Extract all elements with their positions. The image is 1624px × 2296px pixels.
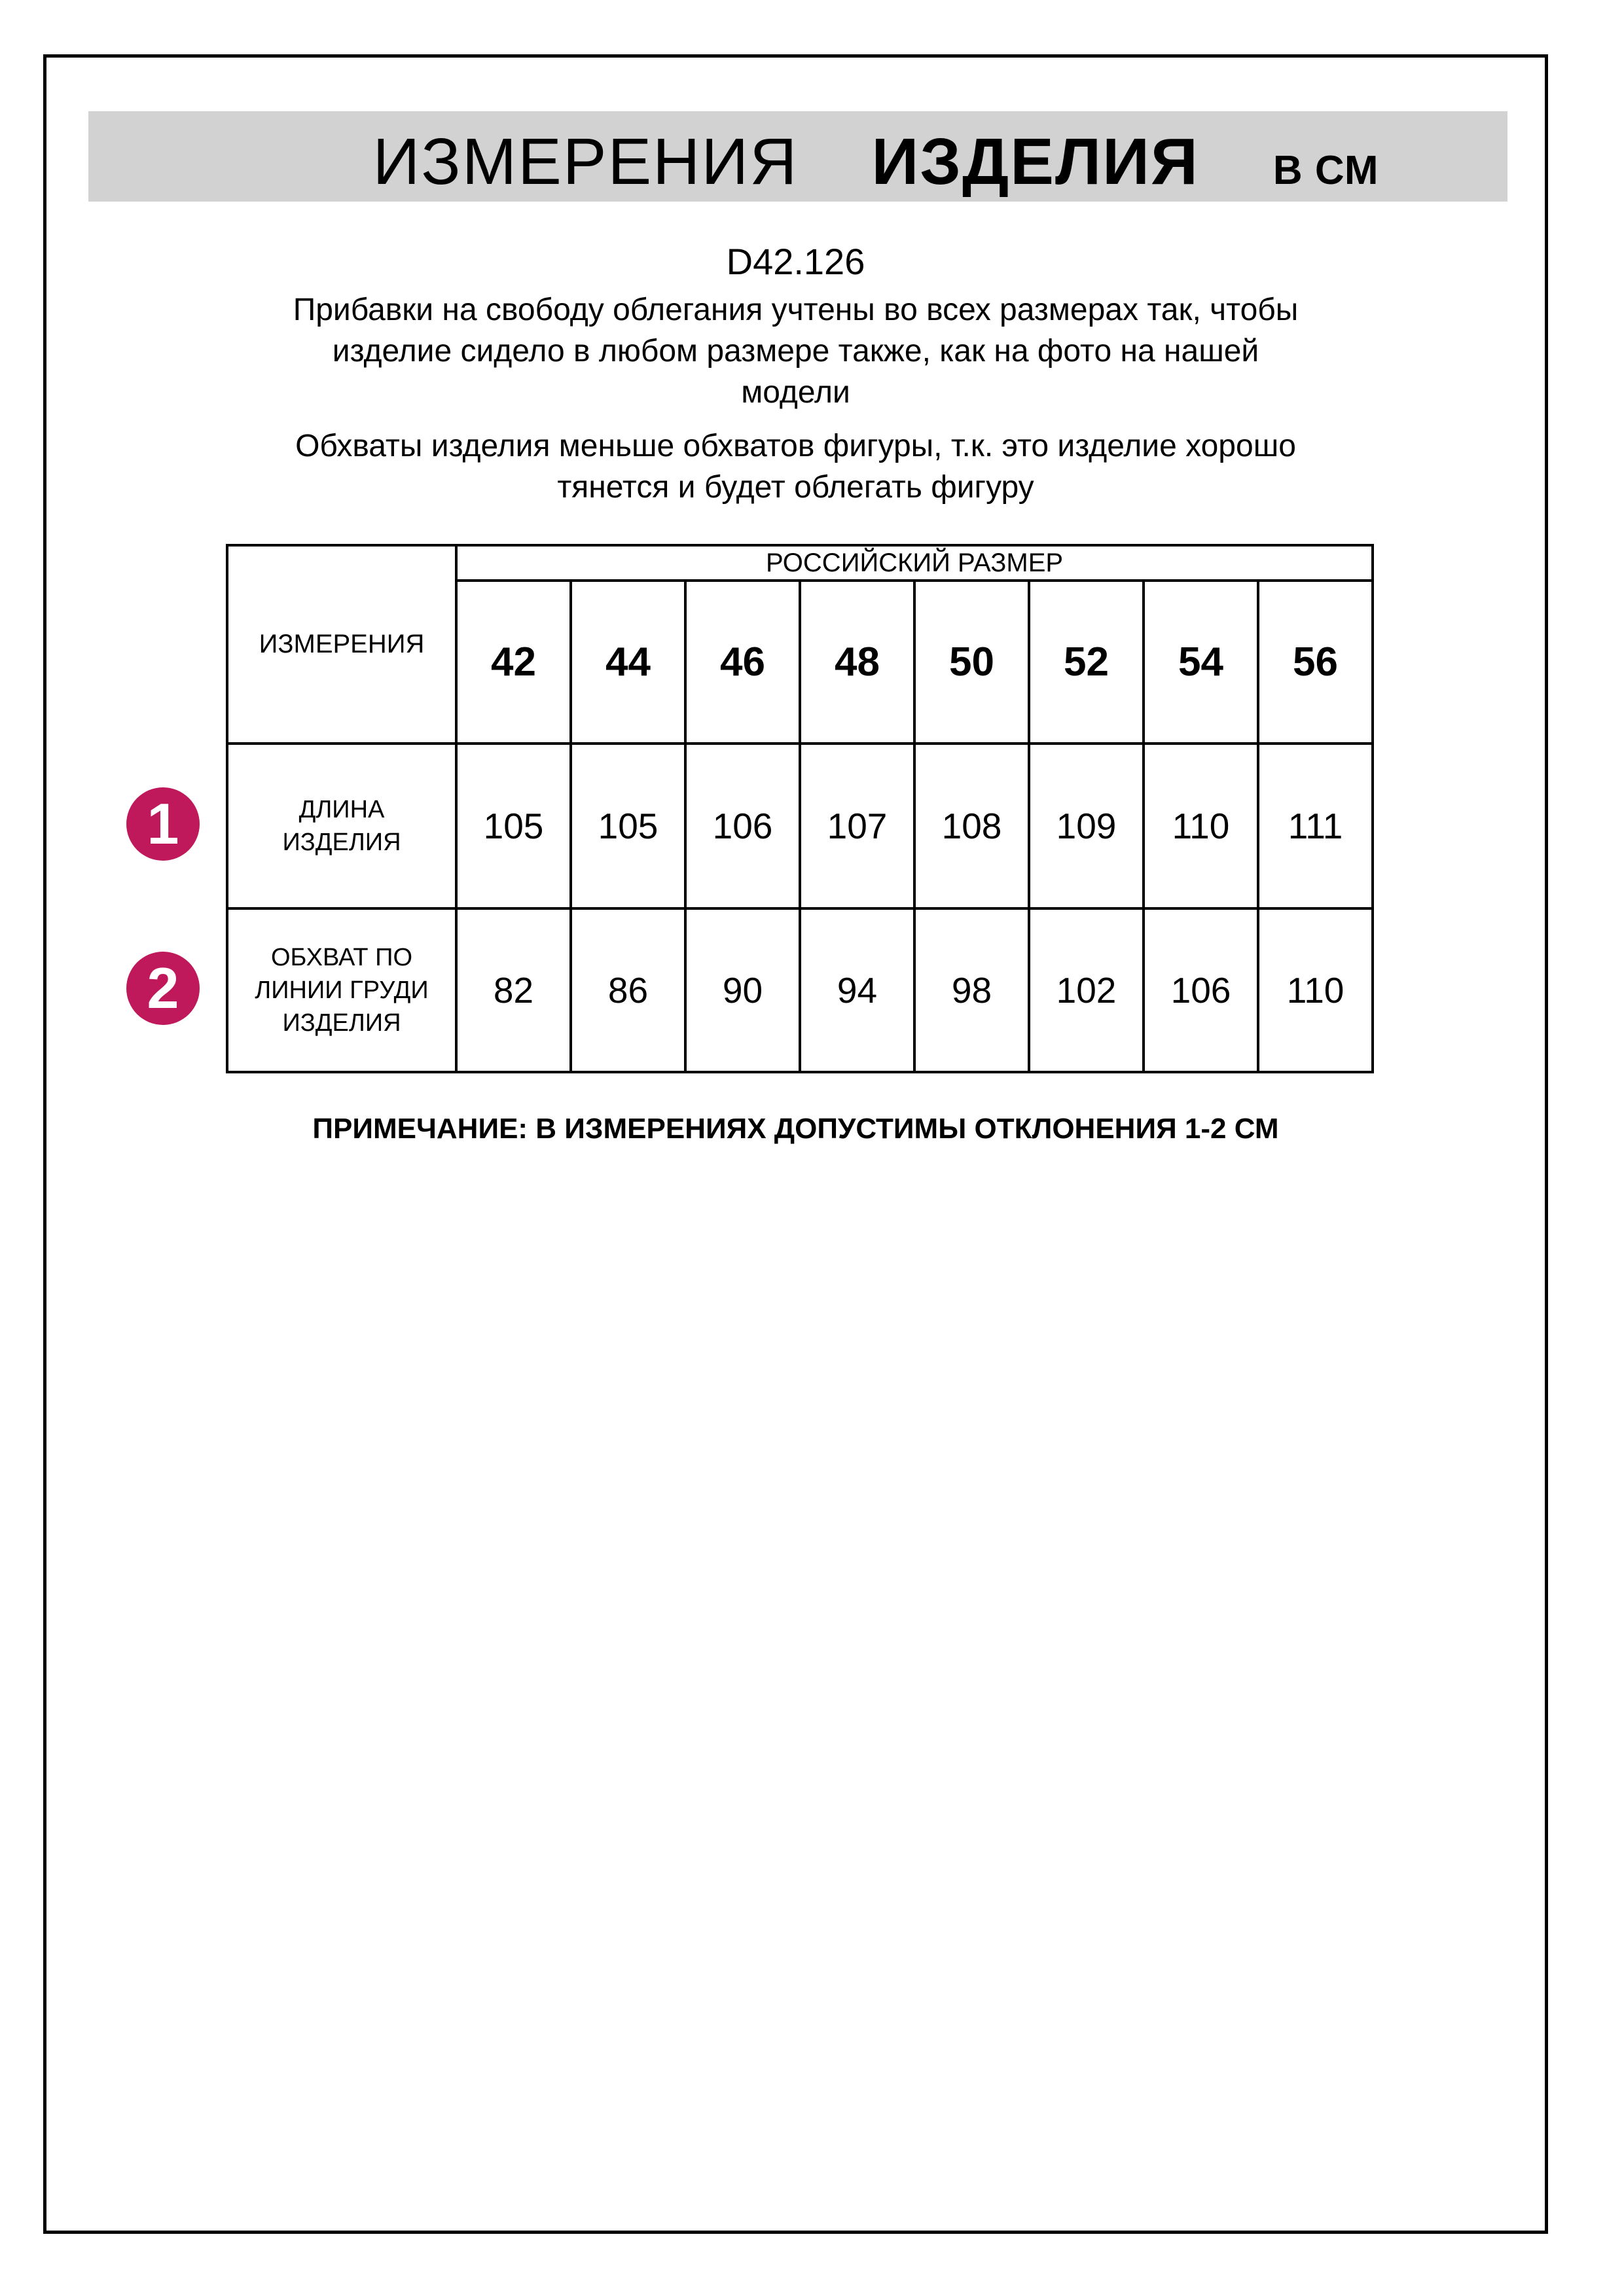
badge-2-number: 2 xyxy=(147,956,179,1020)
size-cell-46: 46 xyxy=(685,581,800,744)
size-cell-54: 54 xyxy=(1144,581,1258,744)
length-value-52: 109 xyxy=(1029,744,1144,908)
fit-allowance-line-3: модели xyxy=(741,375,850,410)
table-header-row xyxy=(227,545,1373,581)
chest-value-44: 86 xyxy=(571,908,685,1072)
fit-allowance-line-1: Прибавки на свободу облегания учтены во всех размерах так, чтобы xyxy=(293,293,1299,327)
size-cell-50: 50 xyxy=(914,581,1029,744)
size-cell-44: 44 xyxy=(571,581,685,744)
title-bar xyxy=(88,111,1507,202)
page-border-frame xyxy=(43,54,1548,2234)
length-value-48: 107 xyxy=(800,744,914,908)
chest-value-54: 106 xyxy=(1144,908,1258,1072)
length-value-56: 111 xyxy=(1258,744,1373,908)
table-corner-label: ИЗМЕРЕНИЯ xyxy=(227,545,456,744)
chest-value-42: 82 xyxy=(456,908,571,1072)
chest-value-56: 110 xyxy=(1258,908,1373,1072)
table-row-chest xyxy=(227,908,1373,1072)
size-cell-52: 52 xyxy=(1029,581,1144,744)
title-product-word: ИЗДЕЛИЯ xyxy=(871,125,1199,198)
product-code: D42.126 xyxy=(726,241,865,282)
badge-1-number: 1 xyxy=(147,791,179,856)
table-row-length xyxy=(227,744,1373,908)
stretch-note-line-1: Обхваты изделия меньше обхватов фигуры, т.к. это изделие хорошо xyxy=(295,429,1296,463)
title-measurements-word: ИЗМЕРЕНИЯ xyxy=(372,125,799,198)
size-cell-42: 42 xyxy=(456,581,571,744)
chest-value-46: 90 xyxy=(685,908,800,1072)
size-cell-56: 56 xyxy=(1258,581,1373,744)
size-cell-48: 48 xyxy=(800,581,914,744)
row-label-chest: ОБХВАТ ПО ЛИНИИ ГРУДИ ИЗДЕЛИЯ xyxy=(227,908,456,1072)
stretch-note-paragraph xyxy=(46,425,1545,508)
chest-value-52: 102 xyxy=(1029,908,1144,1072)
row-number-badge-2 xyxy=(126,952,200,1025)
length-value-46: 106 xyxy=(685,744,800,908)
row-label-length: ДЛИНА ИЗДЕЛИЯ xyxy=(227,744,456,908)
chest-value-48: 94 xyxy=(800,908,914,1072)
row-number-badge-1 xyxy=(126,787,200,861)
length-value-44: 105 xyxy=(571,744,685,908)
fit-allowance-line-2: изделие сидело в любом размере также, как на фото на нашей xyxy=(332,334,1259,368)
size-table xyxy=(226,544,1374,1073)
length-value-42: 105 xyxy=(456,744,571,908)
length-value-54: 110 xyxy=(1144,744,1258,908)
length-value-50: 108 xyxy=(914,744,1029,908)
title-unit-label: В СМ xyxy=(1272,148,1379,193)
tolerance-note: ПРИМЕЧАНИЕ: В ИЗМЕРЕНИЯХ ДОПУСТИМЫ ОТКЛОНЕНИЯ 1-2 СМ xyxy=(312,1113,1279,1145)
fit-allowance-paragraph xyxy=(46,289,1545,413)
russian-size-header: РОССИЙСКИЙ РАЗМЕР xyxy=(456,545,1373,581)
chest-value-50: 98 xyxy=(914,908,1029,1072)
stretch-note-line-2: тянется и будет облегать фигуру xyxy=(557,470,1034,505)
